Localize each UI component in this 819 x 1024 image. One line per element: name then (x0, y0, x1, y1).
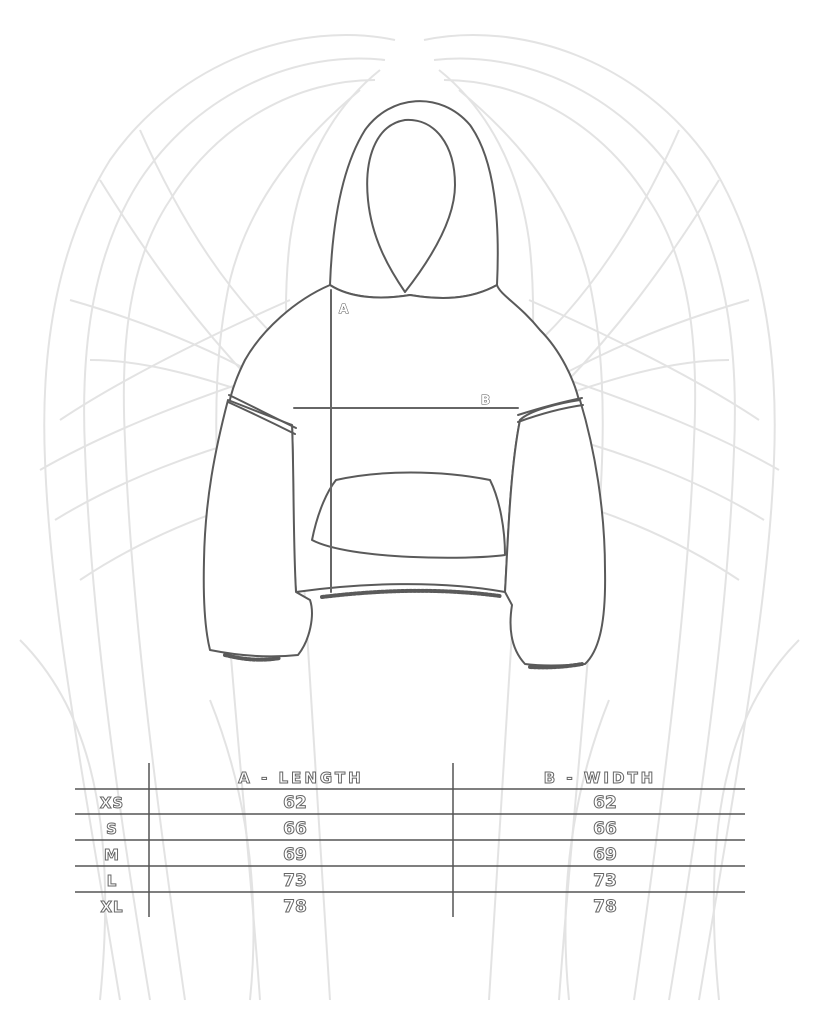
header-length: A - LENGTH (238, 769, 364, 787)
size-label: S (106, 820, 118, 838)
width-label: B (481, 393, 491, 407)
table-row (104, 845, 617, 865)
width-value: 78 (593, 897, 617, 917)
table-row (106, 819, 617, 839)
length-value: 66 (283, 819, 307, 839)
size-label: L (106, 872, 118, 890)
table-row (100, 897, 616, 917)
size-label: XS (99, 794, 125, 812)
width-value: 66 (593, 819, 617, 839)
length-value: 62 (283, 793, 307, 813)
table-row (107, 871, 617, 891)
length-value: 73 (283, 871, 307, 891)
size-label: XL (100, 898, 124, 916)
size-label: M (104, 846, 120, 864)
length-value: 78 (283, 897, 307, 917)
length-label: A (339, 302, 349, 316)
table-row (100, 793, 617, 813)
width-value: 69 (593, 845, 617, 865)
width-value: 73 (593, 871, 617, 891)
header-width: B - WIDTH (543, 769, 657, 787)
length-value: 69 (283, 845, 307, 865)
width-value: 62 (593, 793, 617, 813)
